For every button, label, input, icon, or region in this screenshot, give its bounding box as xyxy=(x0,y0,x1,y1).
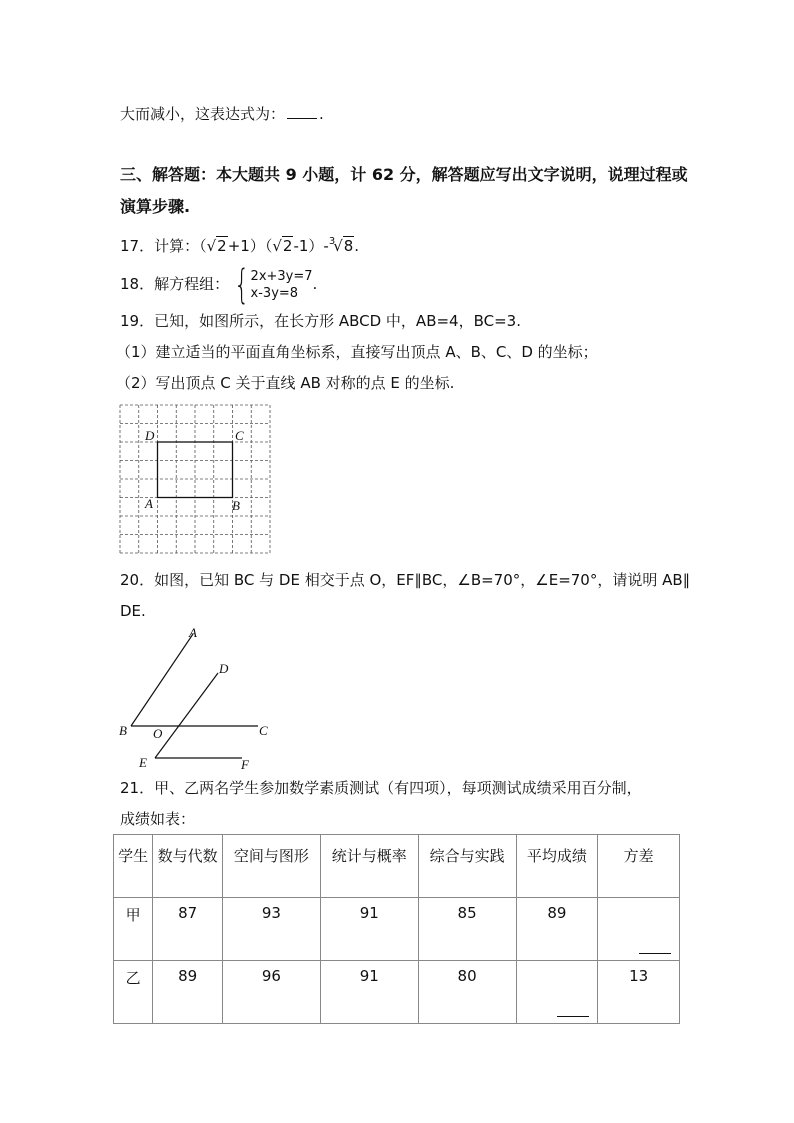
variance-blank-cell xyxy=(598,898,680,961)
table-header-row xyxy=(114,835,680,898)
answer-blank xyxy=(287,104,317,119)
header-variance: 方差 xyxy=(598,835,680,898)
parallel-lines-figure xyxy=(115,625,273,773)
cube-root-8: √8 xyxy=(333,237,354,255)
score-table xyxy=(113,834,680,1024)
header-space-shape: 空间与图形 xyxy=(222,835,320,898)
answer-blank xyxy=(557,1016,589,1017)
average-blank-cell xyxy=(516,961,598,1024)
rectangle-grid-figure xyxy=(119,404,271,554)
answer-blank xyxy=(639,953,671,954)
header-student: 学生 xyxy=(114,835,153,898)
section-heading-line1: 三、解答题：本大题共 9 小题，计 62 分，解答题应写出文字说明，说理过程或 xyxy=(120,165,688,184)
equation-system: { 2x+3y=7 x-3y=8 xyxy=(234,261,313,308)
label-d: D xyxy=(219,661,229,676)
label-c: C xyxy=(235,428,244,443)
label-a: A xyxy=(189,625,197,640)
label-c: C xyxy=(259,723,268,738)
section-heading-line2: 演算步骤. xyxy=(120,197,191,216)
question-19-part2: （2）写出顶点 C 关于直线 AB 对称的点 E 的坐标. xyxy=(116,374,455,392)
label-o: O xyxy=(153,726,163,741)
question-20-line2: DE. xyxy=(120,602,146,620)
line-de xyxy=(155,673,218,758)
question-21-line1: 21．甲、乙两名学生参加数学素质测试（有四项），每项测试成绩采用百分制， xyxy=(120,779,642,797)
header-number-algebra: 数与代数 xyxy=(153,835,223,898)
line-ab xyxy=(131,634,193,726)
cube-root-index: 3 xyxy=(328,236,336,247)
question-19-part1: （1）建立适当的平面直角坐标系，直接写出顶点 A、B、C、D 的坐标； xyxy=(116,343,598,361)
equation-2: x-3y=8 xyxy=(250,285,299,301)
label-f: F xyxy=(241,757,249,772)
header-practice: 综合与实践 xyxy=(418,835,516,898)
header-average: 平均成绩 xyxy=(516,835,598,898)
question-19-stem: 19．已知，如图所示，在长方形 ABCD 中，AB=4，BC=3. xyxy=(120,312,521,330)
header-statistics: 统计与概率 xyxy=(320,835,418,898)
label-a: A xyxy=(145,496,153,511)
question-18: 18．解方程组： { 2x+3y=7 x-3y=8 . xyxy=(120,261,318,308)
question-17: 17．计算：（√2+1）（√2-1）-$^3$√8. xyxy=(120,236,360,255)
table-row: 乙 89 96 91 80 13 xyxy=(114,961,680,1024)
sqrt-2-b: √2 xyxy=(272,237,293,255)
table-row: 甲 87 93 91 85 89 xyxy=(114,898,680,961)
equation-1: 2x+3y=7 xyxy=(250,268,313,284)
label-e: E xyxy=(139,755,147,770)
sqrt-2-a: √2 xyxy=(206,237,227,255)
question-21-line2: 成绩如表： xyxy=(120,810,196,828)
previous-question-tail: 大而减小，这表达式为： . xyxy=(120,105,324,123)
label-b: B xyxy=(119,723,127,738)
label-d: D xyxy=(145,428,155,443)
question-20-line1: 20．如图，已知 BC 与 DE 相交于点 O，EF∥BC，∠B=70°，∠E=70°，请说明 AB∥ xyxy=(120,571,691,589)
label-b: B xyxy=(232,498,240,513)
